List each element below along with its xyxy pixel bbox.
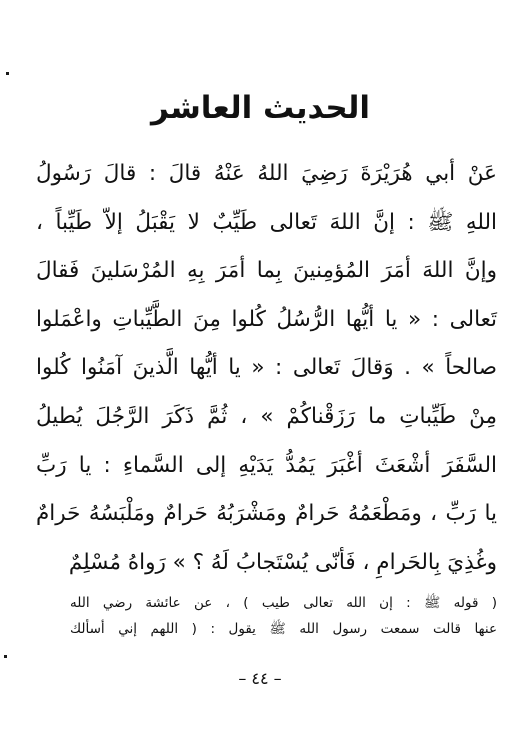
body-line: اللهِ ﷺ : إنَّ اللهَ تَعالى طَيِّبٌ لا يَقْبَلُ إلاّ طَيِّباً ، xyxy=(36,209,497,235)
body-line: صالحاً » . وَقالَ تَعالى : « يا أيُّها الَّذينَ آمَنُوا كُلوا xyxy=(36,355,497,381)
page-number: – ٤٤ – xyxy=(238,669,282,688)
chapter-title: الحديث العاشر xyxy=(151,90,370,126)
footnote-line: ( قوله ﷺ : إن الله تعالى طيب ) ، عن عائشة رضي الله xyxy=(70,595,497,611)
footnote xyxy=(70,590,497,642)
scan-mark-left-bottom xyxy=(4,655,7,658)
body-line: وإنَّ اللهَ أمَرَ المُؤمِنينَ بِما أمَرَ بِهِ المُرْسَلينَ فَقالَ xyxy=(36,258,497,284)
hadith-body xyxy=(36,150,497,587)
body-line: السَّفَرَ أشْعَثَ أغْبَرَ يَمُدُّ يَدَيْهِ إلى السَّماءِ : يا رَبِّ xyxy=(36,452,497,478)
body-line: تَعالى : « يا أيُّها الرُّسُلُ كُلوا مِنَ الطَّيِّباتِ واعْمَلوا xyxy=(36,306,497,332)
body-line: يا رَبِّ ، ومَطْعَمُهُ حَرامٌ ومَشْرَبُهُ حَرامٌ ومَلْبَسُهُ حَرامٌ xyxy=(36,501,497,527)
body-line: عَنْ أبي هُرَيْرَةَ رَضِيَ اللهُ عَنْهُ قالَ : قالَ رَسُولُ xyxy=(36,161,497,186)
footnote-line: عنها قالت سمعت رسول الله ﷺ يقول : ( اللهم إني أسألك xyxy=(70,621,497,637)
body-line: مِنْ طَيِّباتِ ما رَزَقْناكُمْ » ، ثُمَّ ذَكَرَ الرَّجُلَ يُطيلُ xyxy=(36,403,497,429)
body-line: وغُذِيَ بِالحَرامِ ، فَأنّى يُسْتَجابُ لَهُ ؟ » رَواهُ مُسْلِمٌ xyxy=(68,549,497,575)
scan-mark-left-top xyxy=(6,72,9,75)
